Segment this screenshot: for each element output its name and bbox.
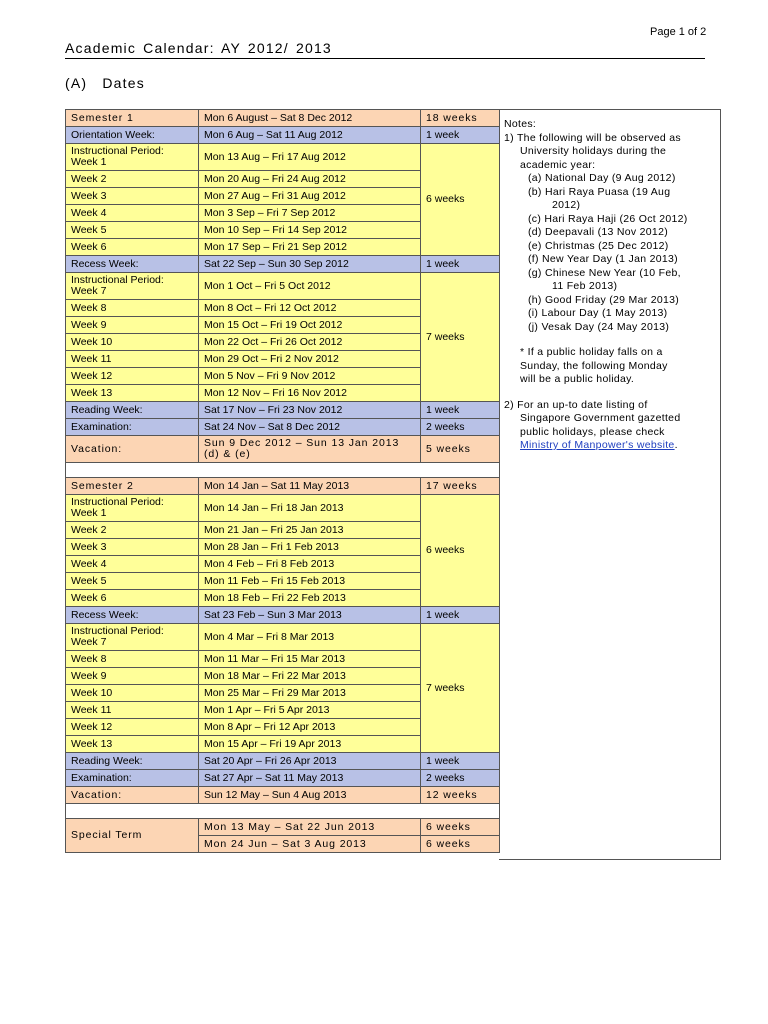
row-dates: Mon 15 Oct – Fri 19 Oct 2012 — [199, 317, 421, 334]
row-label — [66, 624, 199, 651]
row-label: Week 3 — [66, 188, 199, 205]
row-label: Week 5 — [66, 222, 199, 239]
row-dates: Mon 11 Mar – Fri 15 Mar 2013 — [199, 651, 421, 668]
week-label: Week 7 — [71, 636, 107, 648]
row-weeks: 17 weeks — [421, 478, 500, 495]
week-label: Week 1 — [71, 156, 107, 168]
week-label: Week 7 — [71, 285, 107, 297]
block-weeks-total: 6 weeks — [421, 144, 500, 256]
row-label: Week 11 — [66, 702, 199, 719]
notes-heading: Notes: — [504, 118, 537, 130]
row-dates: Mon 14 Jan – Fri 18 Jan 2013 — [199, 495, 421, 522]
row-label: Week 11 — [66, 351, 199, 368]
link-line — [504, 439, 716, 453]
row-label: Week 13 — [66, 385, 199, 402]
holiday-line: (i) Labour Day (1 May 2013) — [528, 307, 668, 319]
spacer-cell — [66, 463, 500, 478]
holiday-line: (c) Hari Raya Haji (26 Oct 2012) — [528, 212, 688, 225]
row-dates: Sat 20 Apr – Fri 26 Apr 2013 — [199, 753, 421, 770]
holiday-line: 2012) — [552, 199, 581, 211]
row-dates: Mon 29 Oct – Fri 2 Nov 2012 — [199, 351, 421, 368]
row-label: Semester 2 — [66, 478, 199, 495]
calendar-table — [65, 109, 500, 853]
holiday-line: (g) Chinese New Year (10 Feb, — [528, 266, 681, 279]
row-dates: Mon 22 Oct – Fri 26 Oct 2012 — [199, 334, 421, 351]
reading-row — [66, 402, 500, 419]
row-dates: Mon 1 Oct – Fri 5 Oct 2012 — [199, 273, 421, 300]
week-row — [66, 495, 500, 522]
row-weeks: 18 weeks — [421, 110, 500, 127]
note-item-line: University holidays during the — [520, 145, 667, 157]
footnote-line: Sunday, the following Monday — [520, 359, 668, 372]
holiday-line: (h) Good Friday (29 Mar 2013) — [528, 293, 680, 306]
vacation-row — [66, 436, 500, 463]
row-dates: Sun 9 Dec 2012 – Sun 13 Jan 2013 (d) & (e) — [199, 436, 421, 463]
week-row — [66, 273, 500, 300]
section-title: (A) Dates — [65, 75, 145, 91]
row-dates: Mon 13 May – Sat 22 Jun 2013 — [199, 819, 421, 836]
period-label: Instructional Period: — [71, 274, 164, 286]
row-dates: Sat 24 Nov – Sat 8 Dec 2012 — [199, 419, 421, 436]
row-label — [66, 495, 199, 522]
row-dates: Mon 6 Aug – Sat 11 Aug 2012 — [199, 127, 421, 144]
special-term-label: Special Term — [66, 819, 199, 853]
block-weeks-total: 6 weeks — [421, 495, 500, 607]
row-weeks: 1 week — [421, 753, 500, 770]
title-divider — [65, 58, 705, 59]
row-label — [66, 144, 199, 171]
row-dates: Sat 17 Nov – Fri 23 Nov 2012 — [199, 402, 421, 419]
holiday-line: (f) New Year Day (1 Jan 2013) — [528, 253, 678, 265]
week-row — [66, 624, 500, 651]
row-dates: Mon 13 Aug – Fri 17 Aug 2012 — [199, 144, 421, 171]
row-label: Week 9 — [66, 317, 199, 334]
footnote-line: * If a public holiday falls on a — [520, 346, 663, 358]
row-label: Week 12 — [66, 719, 199, 736]
row-dates: Mon 17 Sep – Fri 21 Sep 2012 — [199, 239, 421, 256]
row-label: Recess Week: — [66, 607, 199, 624]
row-label: Week 8 — [66, 300, 199, 317]
row-dates: Mon 11 Feb – Fri 15 Feb 2013 — [199, 573, 421, 590]
row-dates: Sat 27 Apr – Sat 11 May 2013 — [199, 770, 421, 787]
row-label: Week 5 — [66, 573, 199, 590]
spacer-cell — [66, 804, 500, 819]
special-term-row — [66, 819, 500, 836]
row-label: Week 9 — [66, 668, 199, 685]
row-dates: Mon 15 Apr – Fri 19 Apr 2013 — [199, 736, 421, 753]
exam-row — [66, 419, 500, 436]
row-weeks: 5 weeks — [421, 436, 500, 463]
row-weeks: 12 weeks — [421, 787, 500, 804]
note-item-line: public holidays, please check — [520, 425, 665, 438]
row-weeks: 6 weeks — [421, 836, 500, 853]
block-weeks-total: 7 weeks — [421, 624, 500, 753]
period-label: Instructional Period: — [71, 625, 164, 637]
row-dates: Mon 20 Aug – Fri 24 Aug 2012 — [199, 171, 421, 188]
holiday-line: (e) Christmas (25 Dec 2012) — [528, 239, 669, 252]
row-weeks: 1 week — [421, 402, 500, 419]
note-item-line: Singapore Government gazetted — [520, 412, 681, 424]
row-dates: Mon 1 Apr – Fri 5 Apr 2013 — [199, 702, 421, 719]
row-label: Week 8 — [66, 651, 199, 668]
period-label: Instructional Period: — [71, 496, 164, 508]
recess-row — [66, 256, 500, 273]
row-dates: Mon 3 Sep – Fri 7 Sep 2012 — [199, 205, 421, 222]
row-label: Week 2 — [66, 522, 199, 539]
row-label: Reading Week: — [66, 753, 199, 770]
row-label: Reading Week: — [66, 402, 199, 419]
row-dates: Sat 22 Sep – Sun 30 Sep 2012 — [199, 256, 421, 273]
holiday-line: (b) Hari Raya Puasa (19 Aug — [528, 185, 671, 198]
row-dates: Mon 4 Mar – Fri 8 Mar 2013 — [199, 624, 421, 651]
row-dates: Mon 18 Mar – Fri 22 Mar 2013 — [199, 668, 421, 685]
row-label: Recess Week: — [66, 256, 199, 273]
spacer-row — [66, 463, 500, 478]
spacer — [504, 334, 716, 346]
row-weeks: 6 weeks — [421, 819, 500, 836]
row-dates: Mon 10 Sep – Fri 14 Sep 2012 — [199, 222, 421, 239]
vacation-row — [66, 787, 500, 804]
reading-row — [66, 753, 500, 770]
row-dates: Mon 25 Mar – Fri 29 Mar 2013 — [199, 685, 421, 702]
notes-panel — [499, 109, 721, 860]
row-dates: Mon 24 Jun – Sat 3 Aug 2013 — [199, 836, 421, 853]
holiday-line: (a) National Day (9 Aug 2012) — [528, 172, 676, 184]
week-row — [66, 144, 500, 171]
row-label: Week 12 — [66, 368, 199, 385]
row-label: Week 2 — [66, 171, 199, 188]
note-item-line: 1) The following will be observed as — [504, 131, 681, 144]
holiday-line: (d) Deepavali (13 Nov 2012) — [528, 226, 669, 238]
row-label: Examination: — [66, 419, 199, 436]
row-dates: Sat 23 Feb – Sun 3 Mar 2013 — [199, 607, 421, 624]
row-dates: Mon 14 Jan – Sat 11 May 2013 — [199, 478, 421, 495]
semester-header-row — [66, 110, 500, 127]
row-weeks: 2 weeks — [421, 419, 500, 436]
footnote-line: will be a public holiday. — [520, 373, 635, 385]
exam-row — [66, 770, 500, 787]
period-label: Instructional Period: — [71, 145, 164, 157]
holiday-line: (j) Vesak Day (24 May 2013) — [528, 320, 670, 333]
row-label: Week 6 — [66, 239, 199, 256]
row-label: Week 6 — [66, 590, 199, 607]
page-number: Page 1 of 2 — [650, 26, 707, 38]
row-label: Examination: — [66, 770, 199, 787]
row-label: Semester 1 — [66, 110, 199, 127]
row-dates: Mon 6 August – Sat 8 Dec 2012 — [199, 110, 421, 127]
semester-header-row — [66, 478, 500, 495]
recess-row — [66, 607, 500, 624]
row-dates: Mon 21 Jan – Fri 25 Jan 2013 — [199, 522, 421, 539]
row-dates: Mon 8 Oct – Fri 12 Oct 2012 — [199, 300, 421, 317]
row-dates: Mon 5 Nov – Fri 9 Nov 2012 — [199, 368, 421, 385]
row-dates: Mon 28 Jan – Fri 1 Feb 2013 — [199, 539, 421, 556]
row-label: Orientation Week: — [66, 127, 199, 144]
row-label: Week 10 — [66, 334, 199, 351]
spacer — [504, 387, 716, 399]
block-weeks-total: 7 weeks — [421, 273, 500, 402]
row-label: Vacation: — [66, 787, 199, 804]
orientation-row — [66, 127, 500, 144]
week-label: Week 1 — [71, 507, 107, 519]
row-label — [66, 273, 199, 300]
mom-website-link[interactable]: Ministry of Manpower's website — [520, 439, 675, 451]
holiday-line: 11 Feb 2013) — [552, 280, 618, 292]
row-dates: Mon 27 Aug – Fri 31 Aug 2012 — [199, 188, 421, 205]
row-dates: Mon 4 Feb – Fri 8 Feb 2013 — [199, 556, 421, 573]
row-weeks: 1 week — [421, 607, 500, 624]
row-dates: Sun 12 May – Sun 4 Aug 2013 — [199, 787, 421, 804]
row-weeks: 1 week — [421, 127, 500, 144]
row-dates: Mon 12 Nov – Fri 16 Nov 2012 — [199, 385, 421, 402]
row-label: Week 3 — [66, 539, 199, 556]
note-item-line: academic year: — [520, 158, 596, 171]
row-weeks: 2 weeks — [421, 770, 500, 787]
row-label: Week 4 — [66, 556, 199, 573]
link-suffix: . — [674, 439, 678, 451]
document-title: Academic Calendar: AY 2012/ 2013 — [65, 40, 332, 56]
spacer-row — [66, 804, 500, 819]
row-weeks: 1 week — [421, 256, 500, 273]
row-dates: Mon 8 Apr – Fri 12 Apr 2013 — [199, 719, 421, 736]
row-label: Week 10 — [66, 685, 199, 702]
row-dates: Mon 18 Feb – Fri 22 Feb 2013 — [199, 590, 421, 607]
row-label: Week 13 — [66, 736, 199, 753]
row-label: Vacation: — [66, 436, 199, 463]
row-label: Week 4 — [66, 205, 199, 222]
note-item-line: 2) For an up-to date listing of — [504, 398, 648, 411]
